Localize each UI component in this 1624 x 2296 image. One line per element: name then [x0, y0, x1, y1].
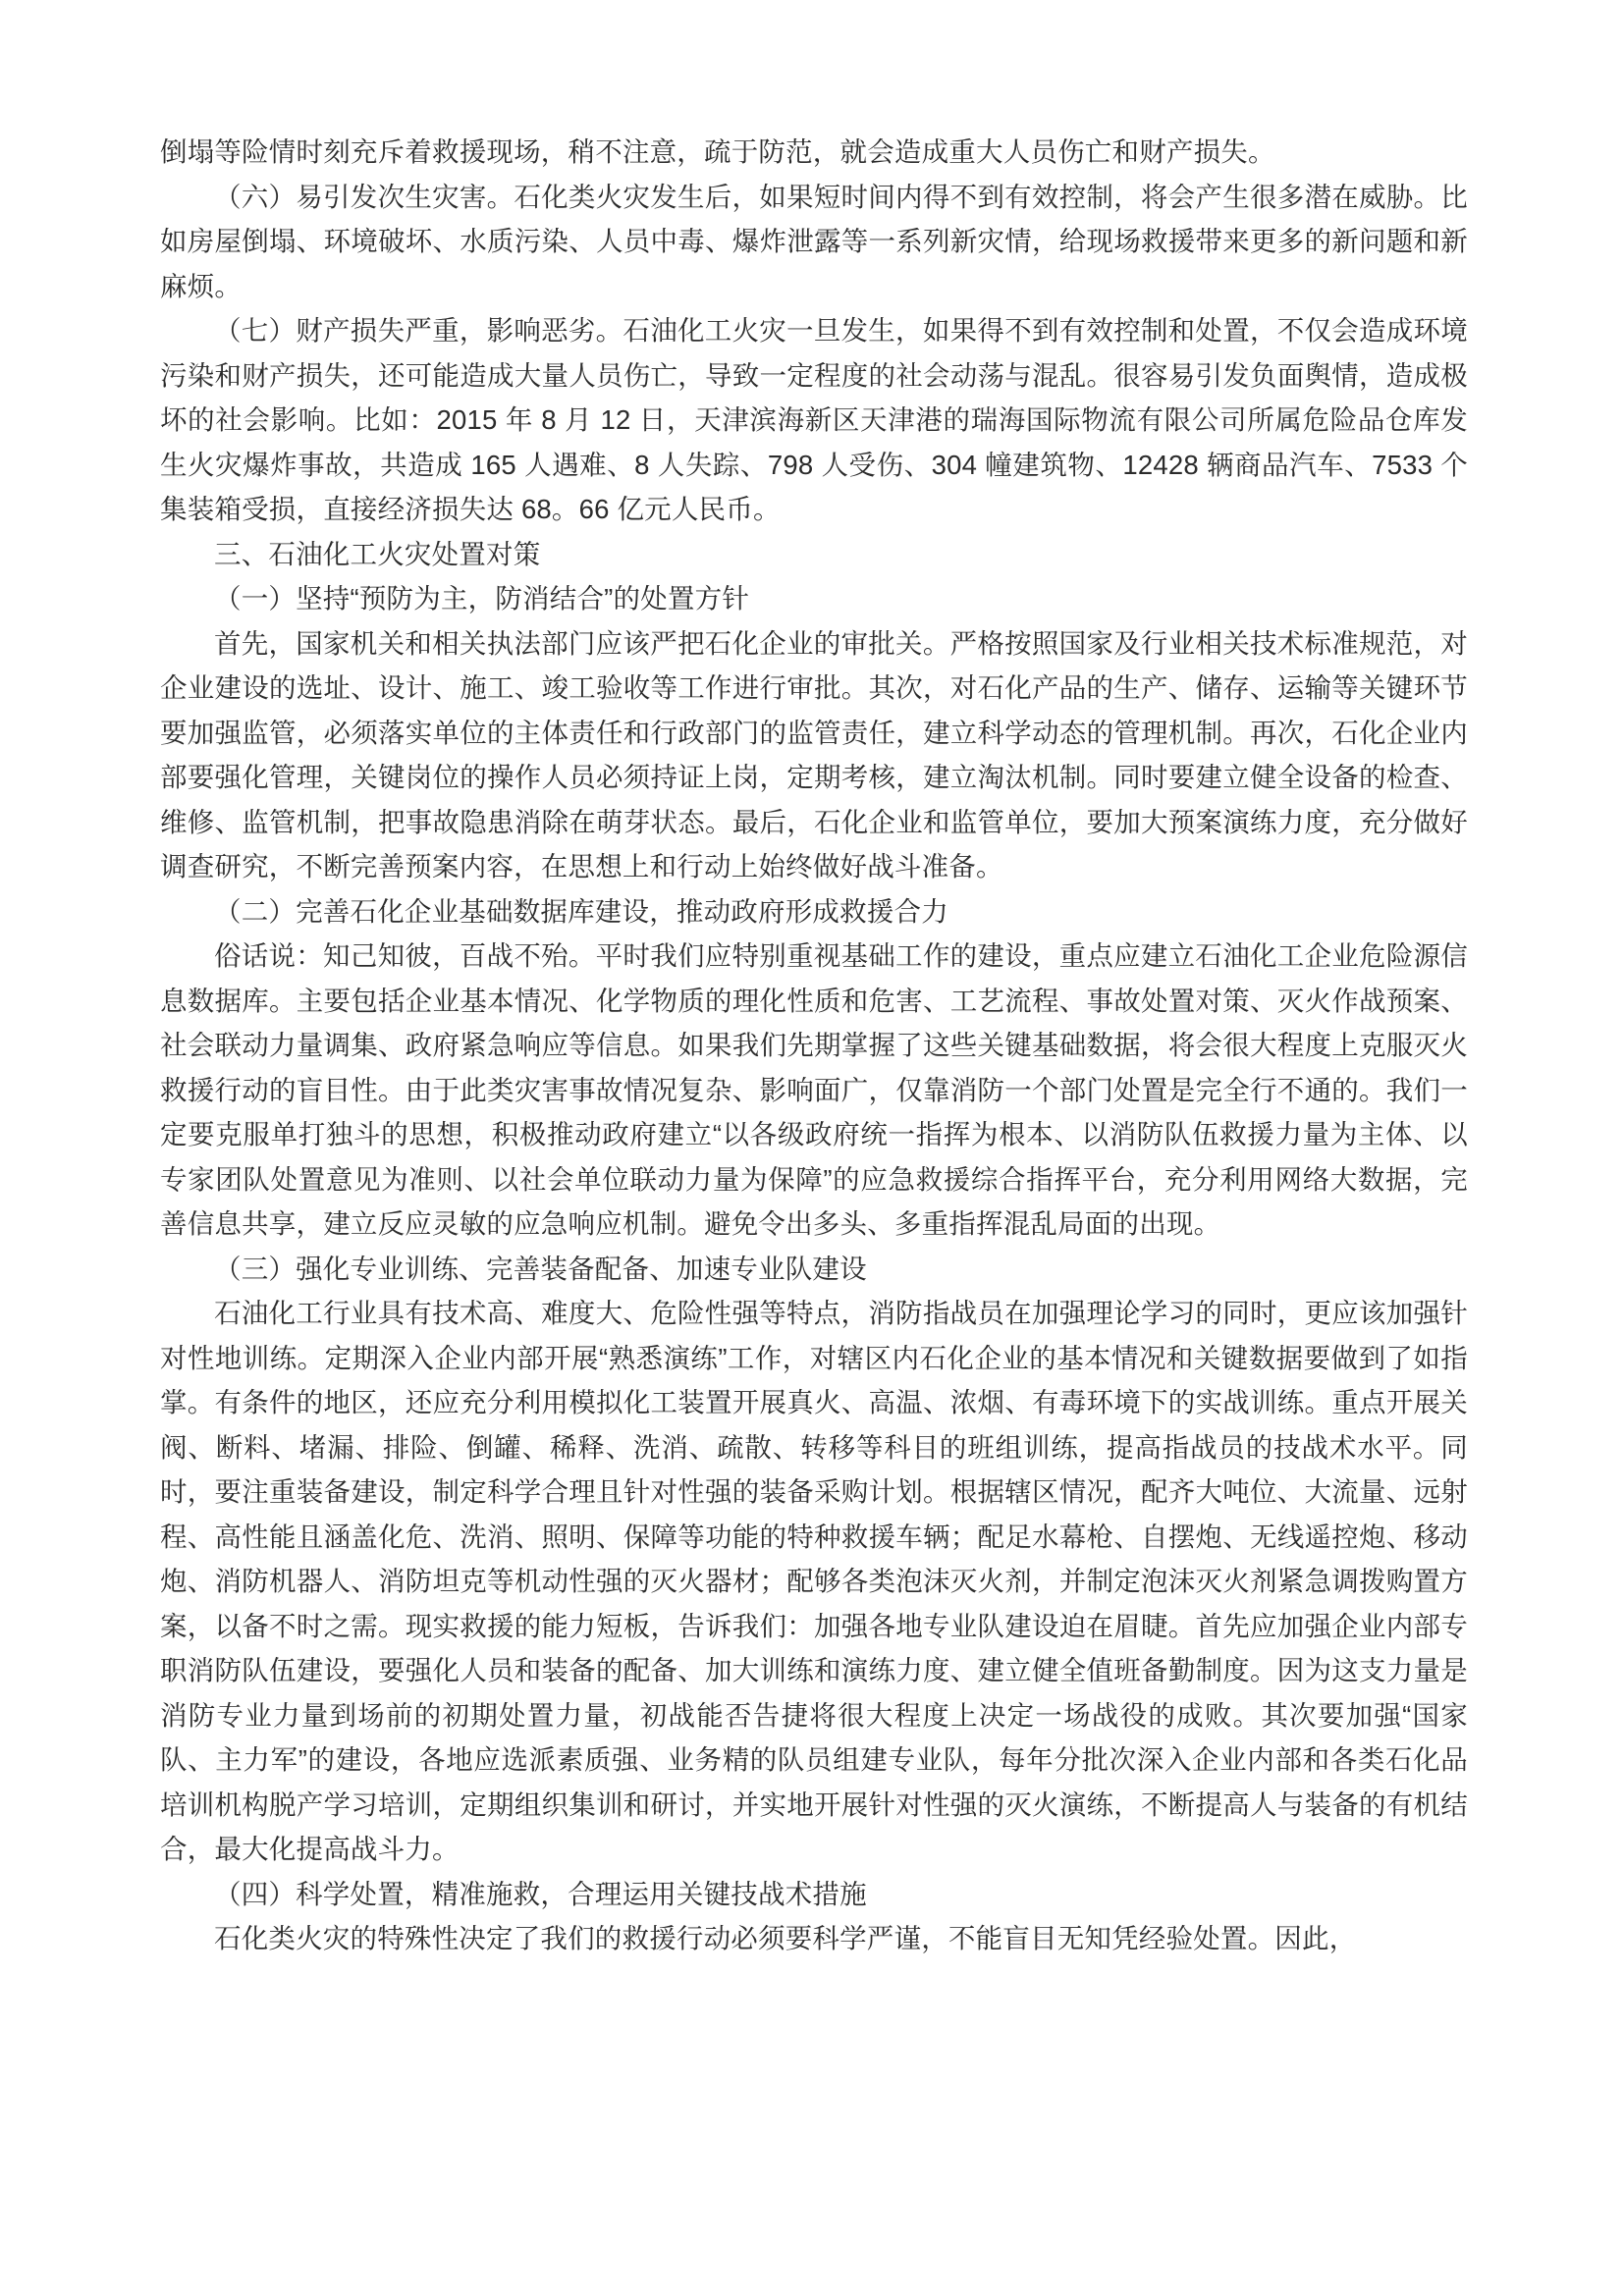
- page-body-text-column: [160, 130, 1468, 1961]
- subheading-one: （一）坚持“预防为主，防消结合”的处置方针: [214, 583, 750, 614]
- paragraph-body-one: 首先，国家机关和相关执法部门应该严把石化企业的审批关。严格按照国家及行业相关技术标准规范，对企业建设的选址、设计、施工、竣工验收等工作进行审批。其次，对石化产品的生产、储存、运输等关键环节要加强监管，必须落实单位的主体责任和行政部门的监管责任，建立科学动态的管理机制。再次，石化企业内部要强化管理，关键岗位的操作人员必须持证上岗，定期考核，建立淘汰机制。同时要建立健全设备的检查、维修、监管机制，把事故隐患消除在萌芽状态。最后，石化企业和监管单位，要加大预案演练力度，充分做好调查研究，不断完善预案内容，在思想上和行动上始终做好战斗准备。: [160, 627, 1468, 881]
- heading-section-three: 三、石油化工火灾处置对策: [214, 538, 541, 569]
- subheading-two: （二）完善石化企业基础数据库建设，推动政府形成救援合力: [214, 895, 948, 927]
- subheading-three: （三）强化专业训练、完善装备配备、加速专业队建设: [214, 1253, 867, 1284]
- paragraph-body-three: 石油化工行业具有技术高、难度大、危险性强等特点，消防指战员在加强理论学习的同时，更应该加强针对性地训练。定期深入企业内部开展“熟悉演练”工作，对辖区内石化企业的基本情况和关键数据要做到了如指掌。有条件的地区，还应充分利用模拟化工装置开展真火、高温、浓烟、有毒环境下的实战训练。重点开展关阀、断料、堵漏、排险、倒罐、稀释、洗消、疏散、转移等科目的班组训练，提高指战员的技战术水平。同时，要注重装备建设，制定科学合理且针对性强的装备采购计划。根据辖区情况，配齐大吨位、大流量、远射程、高性能且涵盖化危、洗消、照明、保障等功能的特种救援车辆；配足水幕枪、自摆炮、无线遥控炮、移动炮、消防机器人、消防坦克等机动性强的灭火器材；配够各类泡沫灭火剂，并制定泡沫灭火剂紧急调拨购置方案，以备不时之需。现实救援的能力短板，告诉我们：加强各地专业队建设迫在眉睫。首先应加强企业内部专职消防队伍建设，要强化人员和装备的配备、加大训练和演练力度、建立健全值班备勤制度。因为这支力量是消防专业力量到场前的初期处置力量，初战能否告捷将很大程度上决定一场战役的成败。其次要加强“国家队、主力军”的建设，各地应选派素质强、业务精的队员组建专业队，每年分批次深入企业内部和各类石化品培训机构脱产学习培训，定期组织集训和研讨，并实地开展针对性强的灭火演练，不断提高人与装备的有机结合，最大化提高战斗力。: [160, 1298, 1468, 1864]
- subheading-four: （四）科学处置，精准施救，合理运用关键技战术措施: [214, 1878, 867, 1909]
- paragraph-item-six: （六）易引发次生灾害。石化类火灾发生后，如果短时间内得不到有效控制，将会产生很多潜在威胁。比如房屋倒塌、环境破坏、水质污染、人员中毒、爆炸泄露等一系列新灾情，给现场救援带来更多的新问题和新麻烦。: [160, 181, 1468, 301]
- paragraph-item-seven: （七）财产损失严重，影响恶劣。石油化工火灾一旦发生，如果得不到有效控制和处置，不仅会造成环境污染和财产损失，还可能造成大量人员伤亡，导致一定程度的社会动荡与混乱。很容易引发负面舆情，造成极坏的社会影响。比如：2015 年 8 月 12 日，天津滨海新区天津港的瑞海国际物流有限公司所属危险品仓库发生火灾爆炸事故，共造成 165 人遇难、8 人失踪、798 人受伤、304 幢建筑物、12428 辆商品汽车、7533 个集装箱受损，直接经济损失达 68。66 亿元人民币。: [160, 315, 1468, 524]
- paragraph-body-four: 石化类火灾的特殊性决定了我们的救援行动必须要科学严谨，不能盲目无知凭经验处置。因此，: [214, 1923, 1357, 1953]
- paragraph-continuation: 倒塌等险情时刻充斥着救援现场，稍不注意，疏于防范，就会造成重大人员伤亡和财产损失。: [160, 136, 1275, 167]
- paragraph-body-two: 俗话说：知己知彼，百战不殆。平时我们应特别重视基础工作的建设，重点应建立石油化工企业危险源信息数据库。主要包括企业基本情况、化学物质的理化性质和危害、工艺流程、事故处置对策、灭火作战预案、社会联动力量调集、政府紧急响应等信息。如果我们先期掌握了这些关键基础数据，将会很大程度上克服灭火救援行动的盲目性。由于此类灾害事故情况复杂、影响面广，仅靠消防一个部门处置是完全行不通的。我们一定要克服单打独斗的思想，积极推动政府建立“以各级政府统一指挥为根本、以消防队伍救援力量为主体、以专家团队处置意见为准则、以社会单位联动力量为保障”的应急救援综合指挥平台，充分利用网络大数据，完善信息共享，建立反应灵敏的应急响应机制。避免令出多头、多重指挥混乱局面的出现。: [160, 940, 1468, 1239]
